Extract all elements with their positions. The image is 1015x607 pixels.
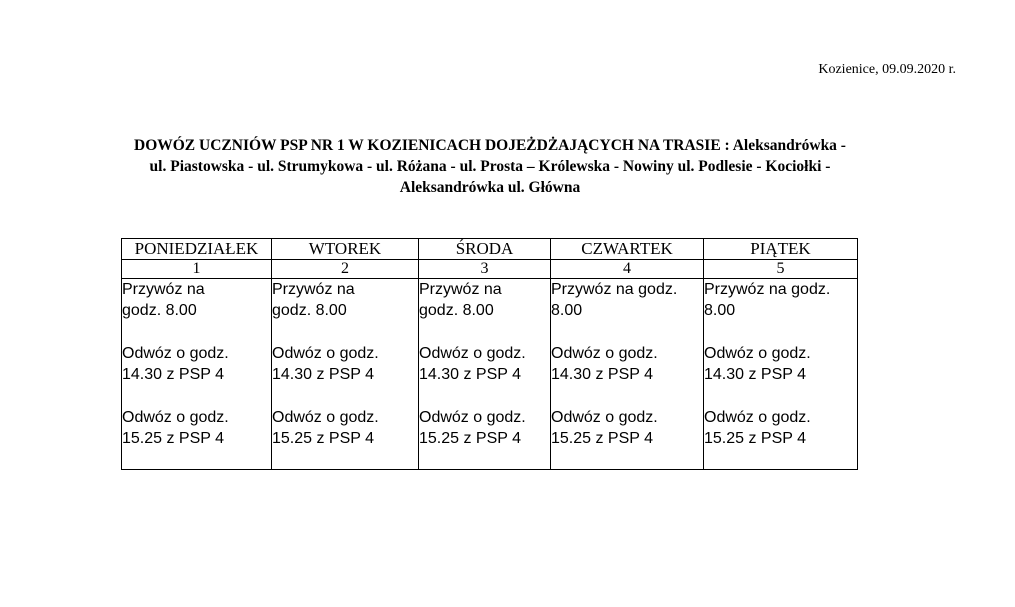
departure-entry-1 [704, 343, 857, 385]
day-header-row [122, 239, 858, 260]
departure-text: Odwóz o godz. [419, 345, 526, 362]
departure-text: Odwóz o godz. [122, 345, 229, 362]
departure-time: 15.25 z PSP 4 [122, 430, 224, 447]
departure-text: Odwóz o godz. [272, 409, 379, 426]
arrival-entry [272, 279, 418, 321]
arrival-time: 8.00 [704, 302, 736, 319]
day-header-wednesday: ŚRODA [419, 239, 551, 260]
day-number-wednesday: 3 [419, 260, 551, 279]
arrival-time: godz. 8.00 [122, 302, 197, 319]
schedule-cell-thursday [551, 279, 704, 470]
arrival-text: Przywóz na godz. [551, 281, 678, 298]
departure-time: 14.30 z PSP 4 [122, 366, 224, 383]
departure-entry-1 [272, 343, 418, 385]
day-number-monday: 1 [122, 260, 272, 279]
departure-entry-2 [704, 407, 857, 449]
departure-text: Odwóz o godz. [551, 345, 658, 362]
arrival-text: Przywóz na [419, 281, 502, 298]
departure-text: Odwóz o godz. [419, 409, 526, 426]
arrival-time: godz. 8.00 [272, 302, 347, 319]
document-date: Kozienice, 09.09.2020 r. [818, 62, 956, 77]
arrival-text: Przywóz na godz. [704, 281, 831, 298]
departure-entry-2 [551, 407, 703, 449]
day-number-friday: 5 [704, 260, 858, 279]
departure-entry-1 [551, 343, 703, 385]
day-header-friday: PIĄTEK [704, 239, 858, 260]
day-header-thursday: CZWARTEK [551, 239, 704, 260]
schedule-row [122, 279, 858, 470]
title-line-1: DOWÓZ UCZNIÓW PSP NR 1 W KOZIENICACH DOJEŻDŻAJĄCYCH NA TRASIE : Aleksandrówka - [134, 137, 846, 154]
departure-entry-1 [419, 343, 550, 385]
arrival-entry [551, 279, 703, 321]
schedule-table [121, 238, 858, 470]
departure-entry-1 [122, 343, 271, 385]
departure-entry-2 [272, 407, 418, 449]
departure-time: 14.30 z PSP 4 [551, 366, 653, 383]
arrival-time: godz. 8.00 [419, 302, 494, 319]
departure-time: 14.30 z PSP 4 [419, 366, 521, 383]
schedule-cell-wednesday [419, 279, 551, 470]
departure-text: Odwóz o godz. [551, 409, 658, 426]
arrival-entry [704, 279, 857, 321]
departure-entry-2 [419, 407, 550, 449]
arrival-entry [122, 279, 271, 321]
departure-text: Odwóz o godz. [704, 409, 811, 426]
arrival-text: Przywóz na [272, 281, 355, 298]
schedule-cell-monday [122, 279, 272, 470]
schedule-cell-tuesday [272, 279, 419, 470]
departure-time: 15.25 z PSP 4 [272, 430, 374, 447]
departure-time: 14.30 z PSP 4 [704, 366, 806, 383]
title-line-3: Aleksandrówka ul. Główna [399, 179, 581, 196]
departure-text: Odwóz o godz. [272, 345, 379, 362]
departure-text: Odwóz o godz. [122, 409, 229, 426]
day-number-tuesday: 2 [272, 260, 419, 279]
day-header-monday: PONIEDZIAŁEK [122, 239, 272, 260]
departure-time: 14.30 z PSP 4 [272, 366, 374, 383]
day-number-thursday: 4 [551, 260, 704, 279]
document-title [40, 135, 940, 198]
schedule-cell-friday [704, 279, 858, 470]
day-header-tuesday: WTOREK [272, 239, 419, 260]
departure-time: 15.25 z PSP 4 [551, 430, 653, 447]
title-line-2: ul. Piastowska - ul. Strumykowa - ul. Różana - ul. Prosta – Królewska - Nowiny ul. Podlesie - Kociołki - [149, 158, 831, 175]
departure-time: 15.25 z PSP 4 [419, 430, 521, 447]
departure-time: 15.25 z PSP 4 [704, 430, 806, 447]
arrival-entry [419, 279, 550, 321]
departure-entry-2 [122, 407, 271, 449]
arrival-text: Przywóz na [122, 281, 205, 298]
day-number-row [122, 260, 858, 279]
arrival-time: 8.00 [551, 302, 583, 319]
departure-text: Odwóz o godz. [704, 345, 811, 362]
